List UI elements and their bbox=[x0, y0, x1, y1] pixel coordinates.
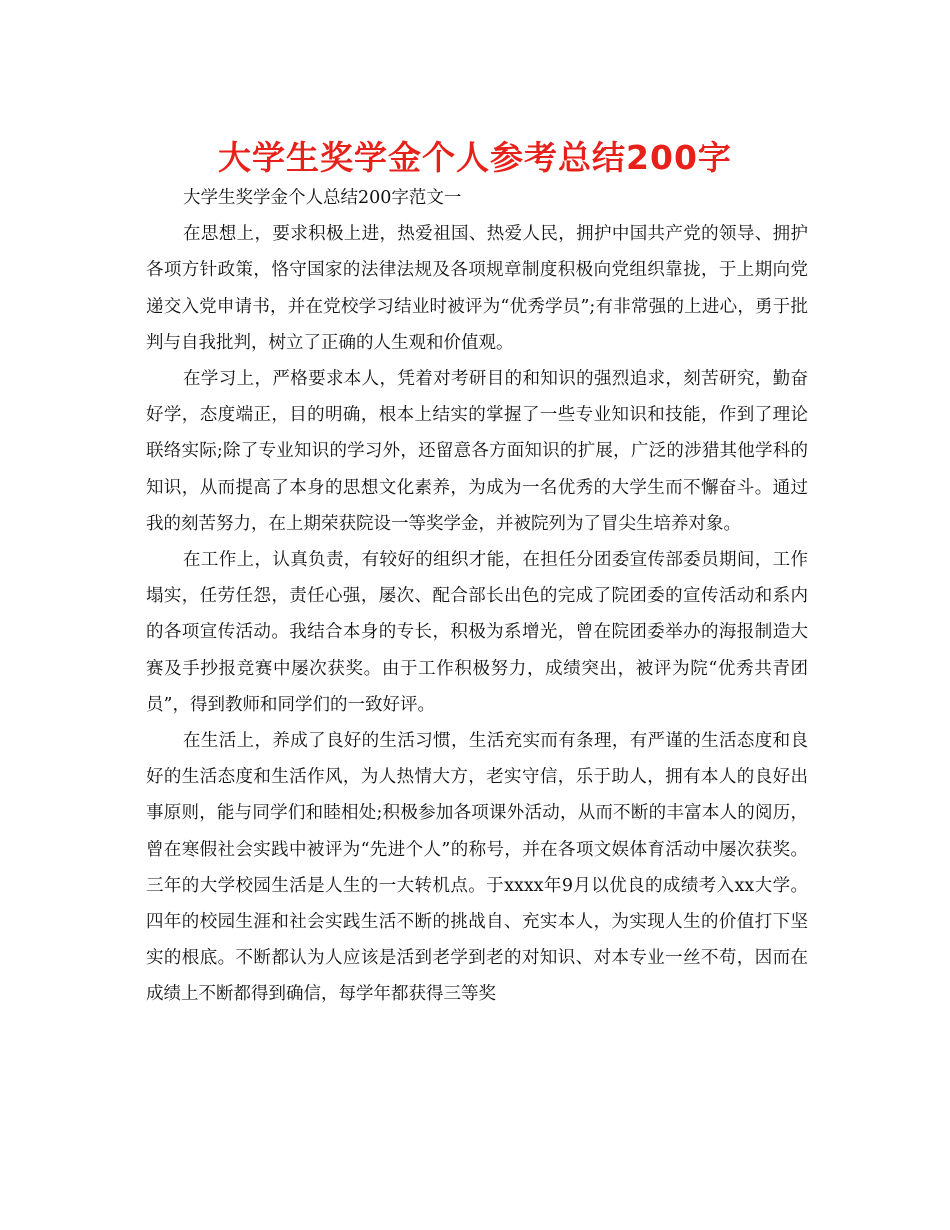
paragraph-life: 在生活上，养成了良好的生活习惯，生活充实而有条理，有严谨的生活态度和良好的生活态度和生活作风，为人热情大方，老实守信，乐于助人，拥有本人的良好出事原则，能与同学们和睦相处;积极参加各项课外活动，从而不断的丰富本人的阅历，曾在寒假社会实践中被评为“先进个人”的称号，并在各项文娱体育活动中屡次获奖。三年的大学校园生活是人生的一大转机点。于xxxx年9月以优良的成绩考入xx大学。四年的校园生涯和社会实践生活不断的挑战自、充实本人，为实现人生的价值打下坚实的根底。不断都认为人应该是活到老学到老的对知识、对本专业一丝不苟，因而在成绩上不断都得到确信，每学年都获得三等奖 bbox=[146, 731, 808, 1005]
document-title: 大学生奖学金个人参考总结200字 bbox=[218, 138, 732, 177]
paragraph-thought: 在思想上，要求积极上进，热爱祖国、热爱人民，拥护中国共产党的领导、拥护各项方针政策，恪守国家的法律法规及各项规章制度积极向党组织靠拢，于上期向党递交入党申请书，并在党校学习结业时被评为“优秀学员”;有非常强的上进心，勇于批判与自我批判，树立了正确的人生观和价值观。 bbox=[146, 224, 808, 353]
document-body bbox=[146, 180, 808, 1013]
paragraph-work: 在工作上，认真负责，有较好的组织才能，在担任分团委宣传部委员期间，工作塌实，任劳任怨，责任心强，屡次、配合部长出色的完成了院团委的宣传活动和系内的各项宣传活动。我结合本身的专长，积极为系增光，曾在院团委举办的海报制造大赛及手抄报竞赛中屡次获奖。由于工作积极努力，成绩突出，被评为院“优秀共青团员”，得到教师和同学们的一致好评。 bbox=[146, 550, 808, 715]
document-subtitle: 大学生奖学金个人总结200字范文一 bbox=[183, 188, 462, 208]
paragraph-study: 在学习上，严格要求本人，凭着对考研目的和知识的强烈追求，刻苦研究，勤奋好学，态度端正，目的明确，根本上结实的掌握了一些专业知识和技能，作到了理论联络实际;除了专业知识的学习外，还留意各方面知识的扩展，广泛的涉猎其他学科的知识，从而提高了本身的思想文化素养，为成为一名优秀的大学生而不懈奋斗。通过我的刻苦努力，在上期荣获院设一等奖学金，并被院列为了冒尖生培养对象。 bbox=[146, 369, 808, 534]
